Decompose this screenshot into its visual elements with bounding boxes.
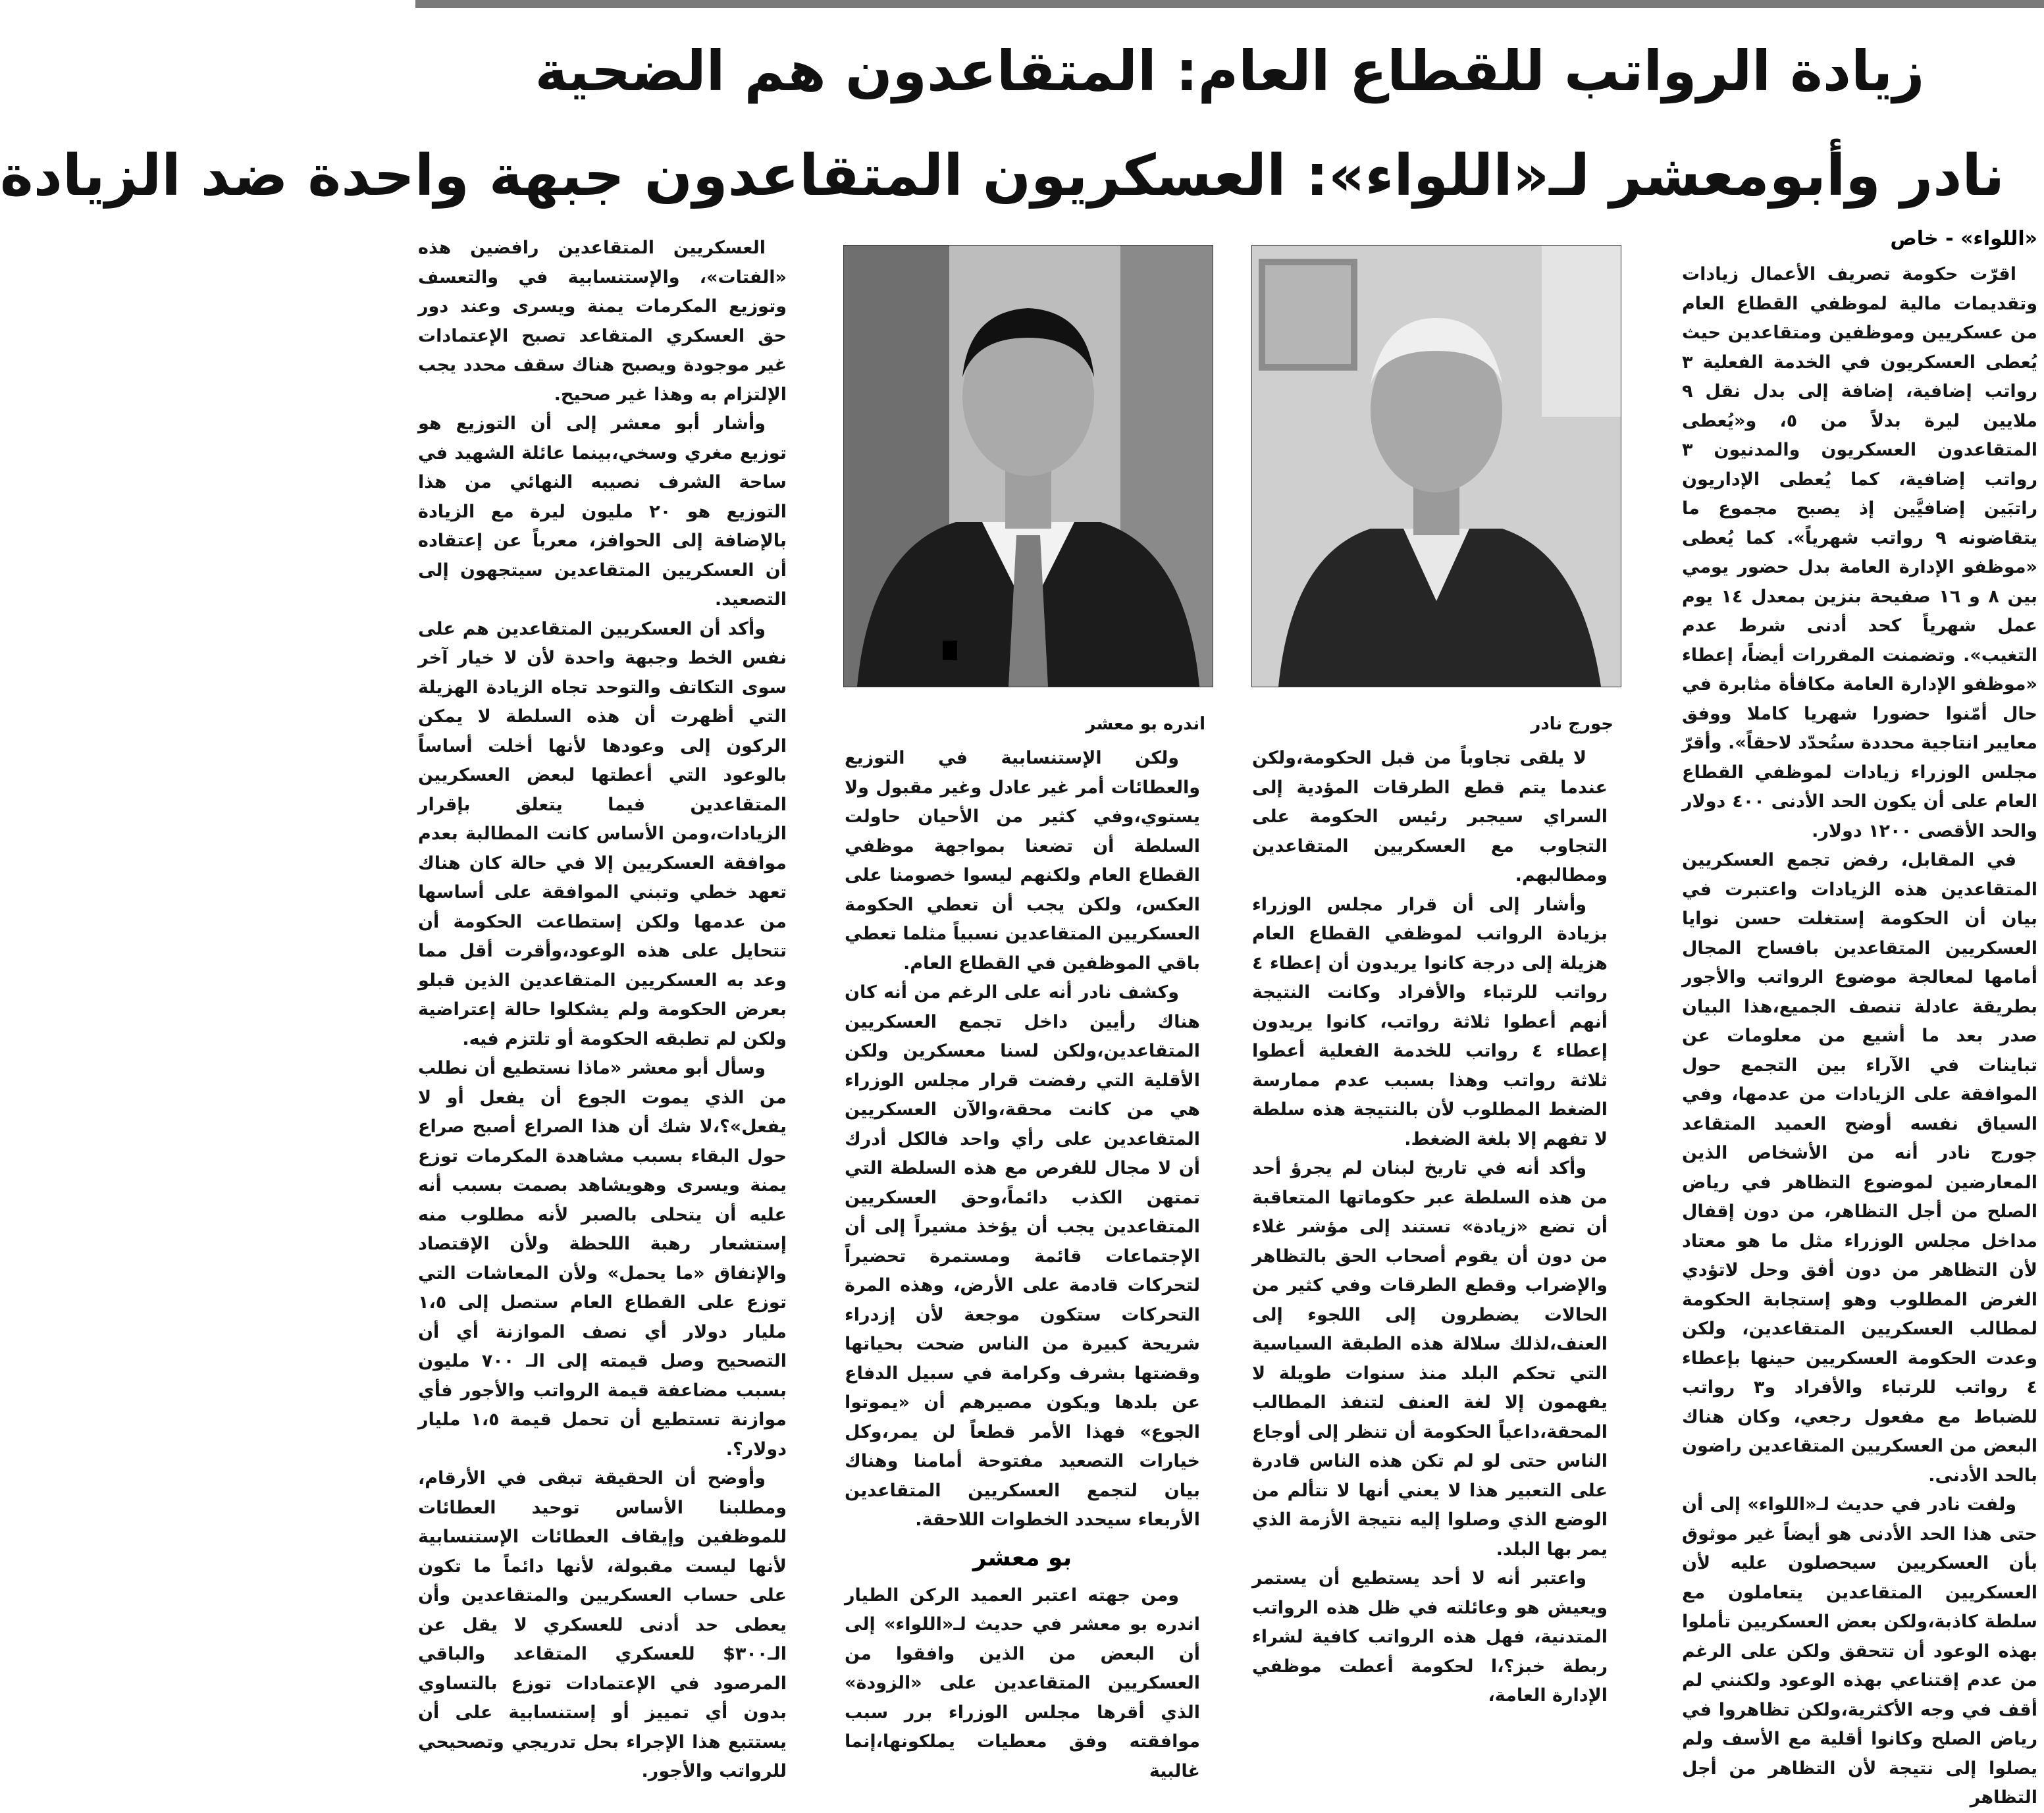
paragraph: وأوضح أن الحقيقة تبقى في الأرقام، ومطلبنا الأساس توحيد العطائات للموظفين وإيقاف العطائات الإستنسابية لأنها ليست مقبولة، لأنها دائماً ما تكون على حساب العسكريين والمتقاعدين وأن يعطى حد أدنى للعسكري لا يقل عن الـ٣٠٠$ للعسكري المتقاعد والباقي المرصود في الإعتمادات توزع بالتساوي بدون أي تمييز أو إستنسابية على أن يستتبع هذا الإجراء بحل تدريجي وتصحيحي للرواتب والأجور. (418, 1468, 787, 1781)
photo-caption: جورج نادر (1531, 714, 1613, 734)
paragraph: وأكد أنه في تاريخ لبنان لم يجرؤ أحد من هذه السلطة عبر حكوماتها المتعاقبة أن تضع «زيادة» تستند إلى مؤشر غلاء من دون أن يقوم أصحاب الحق بالتظاهر والإضراب وقطع الطرقات وفي كثير من الحالات يضطرون إلى اللجوء إلى العنف،لذلك سلالة هذه الطبقة السياسية التي تحكم البلد منذ سنوات طويلة لا يفهمون إلا لغة العنف لتنفذ المطالب المحقة،داعياً الحكومة أن تنظر إلى أوجاع الناس حتى لو لم تكن هذه الناس قادرة على التعبير هذا لا يعني أنها لا تتألم من الوضع الذي وصلوا إليه نتيجة الأزمة الذي يمر بها البلد. (1252, 1158, 1608, 1560)
paragraph: وأكد أن العسكريين المتقاعدين هم على نفس الخط وجبهة واحدة لأن لا خيار آخر سوى التكاتف والتوحد تجاه الزيادة الهزيلة التي أظهرت أن هذه السلطة لا يمكن الركون إلى وعودها لأنها أخلت أساساً بالوعود التي أعطتها لبعض العسكريين المتقاعدين فيما يتعلق بإقرار الزيادات،ومن الأساس كانت المطالبة بعدم موافقة العسكريين إلا في حالة كان هناك تعهد خطي وتبني الموافقة على أساسها من عدمها ولكن إستطاعت الحكومة أن تتحايل على هذه الوعود،وأقرت أقل مما وعد به العسكريين المتقاعدين الذين قبلو بعرض الحكومة ولم يشكلوا حالة إعتراضية ولكن لم تطبقه الحكومة أو تلتزم فيه. (418, 618, 787, 1049)
sub-headline: نادر وأبومعشر لـ«اللواء»: العسكريون المتقاعدون جبهة واحدة ضد الزيادة (0, 143, 2005, 209)
paragraph: ومن جهته اعتبر العميد الركن الطيار اندره بو معشر في حديث لـ«اللواء» إلى أن البعض من الذين وافقوا من العسكريين المتقاعدين على «الزودة» الذي أقرها مجلس الوزراء برر سبب موافقته وفق معطيات يملكونها،إنما غالبية (845, 1585, 1200, 1781)
paragraph: وسأل أبو معشر «ماذا نستطيع أن نطلب من الذي يموت الجوع أن يفعل أو لا يفعل»؟،لا شك أن هذا الصراع أصبح صراع حول البقاء بسبب مشاهدة المكرمات توزع يمنة ويسرى وهويشاهد بصمت بسبب أنه عليه أن يتحلى بالصبر لأنه مطلوب منه إستشعار رهبة اللحظة ولأن الإقتصاد والإنفاق «ما يحمل» ولأن المعاشات التي توزع على القطاع العام ستصل إلى ١،٥ مليار دولار أي نصف الموازنة أي أن التصحيح وصل قيمته إلى الـ ٧٠٠ مليون بسبب مضاعفة قيمة الرواتب والأجور فأي موازنة تستطيع أن تحمل قيمة ١،٥ مليار دولار؟. (418, 1058, 787, 1459)
top-border (415, 0, 2044, 8)
paragraph: وأشار إلى أن قرار مجلس الوزراء بزيادة الرواتب لموظفي القطاع العام هزيلة إلى درجة كانوا يريدون أن إعطاء ٤ رواتب للرتباء والأفراد وكانت النتيجة أنهم أعطوا ثلاثة رواتب، كانوا يريدون إعطاء ٤ رواتب للخدمة الفعلية أعطوا ثلاثة رواتب وهذا بسبب عدم ممارسة الضغط المطلوب لأن بالنتيجة هذه سلطة لا تفهم إلا بلغة الضغط. (1252, 894, 1608, 1149)
paragraph: ولكن الإستنسابية في التوزيع والعطائات أمر غير عادل وغير مقبول ولا يستوي،وفي كثير من الأحيان حاولت السلطة أن تضعنا بمواجهة موظفي القطاع العام ولكنهم ليسوا خصومنا على العكس، ولكن يجب أن تعطي الحكومة العسكريين المتقاعدين نسبياً مثلما تعطي باقي الموظفين في القطاع العام. (844, 748, 1200, 974)
photo-caption: اندره بو معشر (1086, 714, 1205, 734)
byline: «اللواء» - خاص (1890, 227, 2037, 250)
article-column-3 (844, 744, 1200, 1781)
photo-george-nader (1251, 245, 1621, 687)
paragraph: لا يلقى تجاوباً من قبل الحكومة،ولكن عندما يتم قطع الطرقات المؤدية إلى السراي سيجبر رئيس الحكومة على التجاوب مع العسكريين المتقاعدين ومطالبهم. (1252, 748, 1608, 885)
article-column-1 (1682, 221, 2038, 1808)
photo-andre-bou-maachar (843, 245, 1213, 687)
paragraph: في المقابل، رفض تجمع العسكريين المتقاعدين هذه الزيادات واعتبرت في بيان أن الحكومة إستغلت حسن نوايا العسكريين المتقاعدين بافساح المجال أمامها لمعالجة موضوع الرواتب والأجور بطريقة عادلة تنصف الجميع،هذا البيان صدر بعد ما أشيع من معلومات عن تباينات في الآراء بين التجمع حول الموافقة على الزيادات من عدمها، وفي السياق نفسه أوضح العميد المتقاعد جورج نادر أنه من الأشخاص الذين المعارضين لموضوع التظاهر في رياض الصلح من أجل التظاهر، من دون إقفال مداخل مجلس الوزراء مثل ما هو معتاد لأن التظاهر من دون أفق وحل لاتؤدي الغرض المطلوب وهو إستجابة الحكومة لمطالب العسكريين المتقاعدين، ولكن وعدت الحكومة العسكريين حينها بإعطاء ٤ رواتب للرتباء والأفراد و٣ رواتب للضباط مع مفعول رجعي، وكان هناك البعض من العسكريين المتقاعدين راضون بالحد الأدنى. (1682, 850, 2037, 1486)
paragraph: وأشار أبو معشر إلى أن التوزيع هو توزيع مغري وسخي،بينما عائلة الشهيد في ساحة الشرف نصيبه النهائي من هذا التوزيع هو ٢٠ مليون ليرة مع الزيادة بالإضافة إلى الحوافز، معرباً عن إعتقاده أن العسكريين المتقاعدين سيتجهون إلى التصعيد. (418, 413, 787, 610)
paragraph: اقرّت حكومة تصريف الأعمال زيادات وتقديمات مالية لموظفي القطاع العام من عسكريين وموظفين ومتقاعدين حيث يُعطى العسكريون في الخدمة الفعلية ٣ رواتب إضافية، إضافة إلى بدل نقل ٩ ملايين ليرة بدلاً من ٥، و«يُعطى المتقاعدون العسكريون والمدنيون ٣ رواتب إضافية، كما يُعطى الإداريون راتبَين إضافيَّين إذ يصبح مجموع ما يتقاضونه ٩ رواتب شهرياً». كما يُعطى «موظفو الإدارة العامة بدل حضور يومي بين ٨ و ١٦ صفيحة بنزين بمعدل ١٤ يوم عمل شهرياً كحد أدنى شرط عدم التغيب». وتضمنت المقررات أيضاً، إعطاء «موظفو الإدارة العامة مكافأة مثابرة في حال أمّنوا حضورا شهريا كاملا ووفق معايير انتاجية محددة ستُحدّد لاحقاً». وأقرّ مجلس الوزراء زيادات لموظفي القطاع العام على أن يكون الحد الأدنى ٤٠٠ دولار والحد الأقصى ١٢٠٠ دولار. (1682, 264, 2038, 841)
article-column-4 (418, 234, 787, 1781)
portrait-photo-icon (1252, 246, 1621, 687)
article-column-2 (1252, 744, 1608, 1706)
paragraph: ولفت نادر في حديث لـ«اللواء» إلى أن حتى هذا الحد الأدنى هو أيضاً غير موثوق بأن العسكريين سيحصلون عليه لأن العسكريين المتقاعدين يتعاملون مع سلطة كاذبة،ولكن بعض العسكريين تأملوا بهذه الوعود أن تتحقق ولكن على الرغم من عدم إقتناعي بهذه الوعود ولكنني لم أقف في وجه الأكثرية،ولكن تظاهروا في رياض الصلح وكانوا أقلية مع الأسف ولم يصلوا إلى نتيجة لأن التظاهر من أجل التظاهر (1682, 1494, 2037, 1808)
paragraph: وكشف نادر أنه على الرغم من أنه كان هناك رأيين داخل تجمع العسكريين المتقاعدين،ولكن لسنا معسكرين ولكن الأقلية التي رفضت قرار مجلس الوزراء هي من كانت محقة،والآن العسكريين المتقاعدين على رأي واحد فالكل أدرك أن لا مجال للفرص مع هذه السلطة التي تمتهن الكذب دائماً،وحق العسكريين المتقاعدين يجب أن يؤخذ مشيراً إلى أن الإجتماعات قائمة ومستمرة تحضيراً لتحركات قادمة على الأرض، وهذه المرة التحركات ستكون موجعة لأن إزدراء شريحة كبيرة من الناس ضحت بحياتها وقضتها بشرف وكرامة في سبيل الدفاع عن بلدها ويكون مصيرهم أن «يموتوا الجوع» فهذا الأمر قطعاً لن يمر،وكل خيارات التصعيد مفتوحة أمامنا وهناك بيان لتجمع العسكريين المتقاعدين الأربعاء سيحدد الخطوات اللاحقة. (845, 982, 1200, 1530)
paragraph: العسكريين المتقاعدين رافضين هذه «الفتات»، والإستنسابية في والتعسف وتوزيع المكرمات يمنة ويسرى وعند دور حق العسكري المتقاعد تصبح الإعتمادات غير موجودة ويصبح هناك سقف محدد يجب الإلتزام به وهذا غير صحيح. (418, 238, 787, 405)
paragraph: واعتبر أنه لا أحد يستطيع أن يستمر ويعيش هو وعائلته في ظل هذه الرواتب المتدنية، فهل هذه الرواتب كافية لشراء ربطة خبز؟،ا لحكومة أعطت موظفي الإدارة العامة، (1252, 1568, 1608, 1706)
portrait-photo-icon (844, 246, 1213, 687)
section-subhead: بو معشر (972, 1544, 1072, 1571)
main-headline: زيادة الرواتب للقطاع العام: المتقاعدون هم الضحية (535, 39, 1925, 103)
